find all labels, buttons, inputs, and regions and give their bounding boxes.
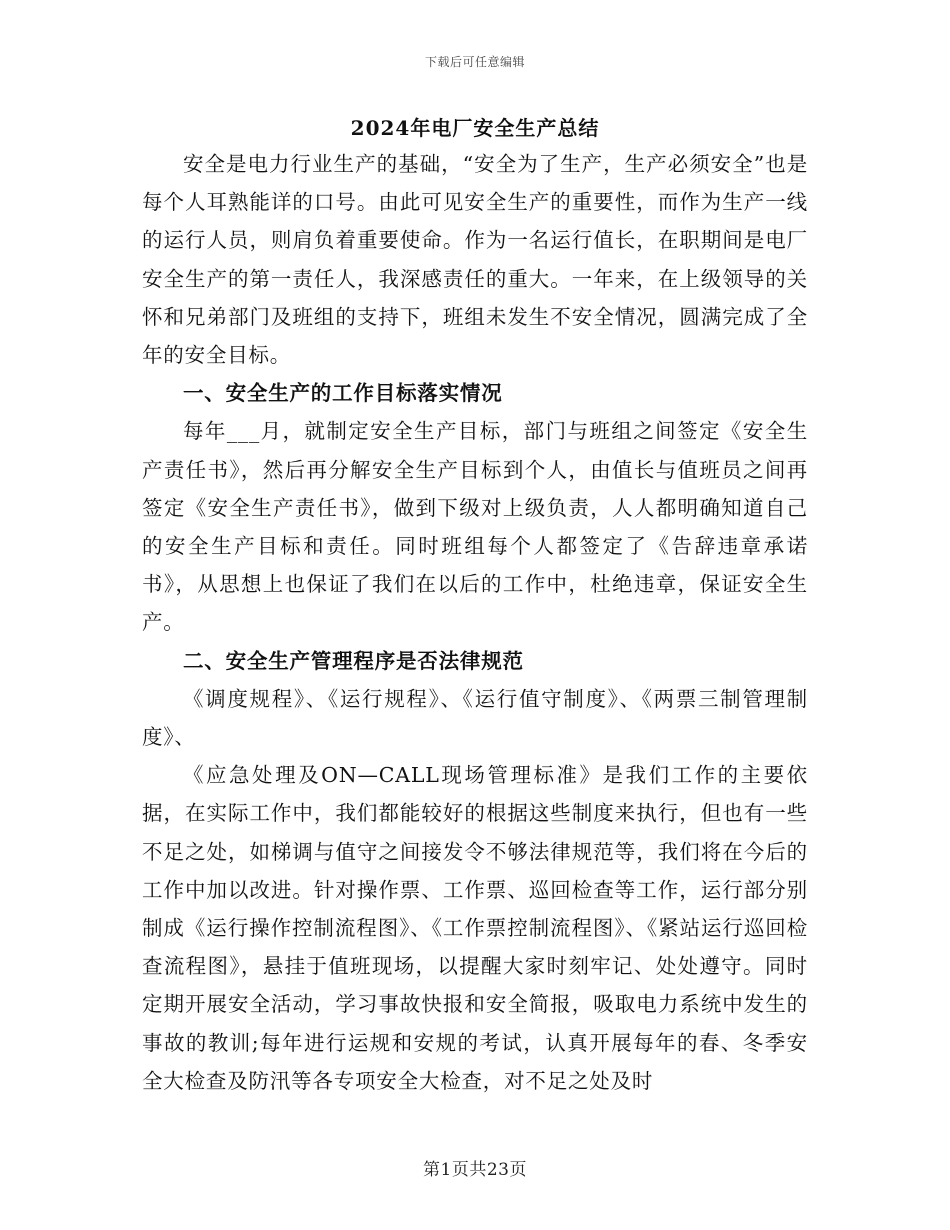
section-2-paragraph-2: 《应急处理及ON—CALL现场管理标准》是我们工作的主要依据，在实际工作中，我们都能较好的根据这些制度来执行，但也有一些不足之处，如梯调与值守之间接发令不够法律规范等，我们将在今后的工作中加以改进。针对操作票、工作票、巡回检查等工作，运行部分别制成《运行操作控制流程图》、《工作票控制流程图》、《紧站运行巡回检查流程图》，悬挂于值班现场，以提醒大家时刻牢记、处处遵守。同时定期开展安全活动，学习事故快报和安全简报，吸取电力系统中发生的事故的教训;每年进行运规和安规的考试，认真开展每年的春、冬季安全大检查及防汛等各专项安全大检查，对不足之处及时 <box>142 763 808 1093</box>
document-title: 2024年电厂安全生产总结 <box>350 116 600 140</box>
section-heading-1: 一、安全生产的工作目标落实情况 <box>183 381 503 406</box>
page-number-footer: 第1页共23页 <box>423 1160 527 1180</box>
section-heading-2: 二、安全生产管理程序是否法律规范 <box>183 648 524 673</box>
section-2-paragraph-1: 《调度规程》、《运行规程》、《运行值守制度》、《两票三制管理制度》、 <box>142 686 808 750</box>
document-body <box>142 145 808 1100</box>
section-1-paragraph: 每年___月，就制定安全生产目标，部门与班组之间签定《安全生产责任书》，然后再分解安全生产目标到个人，由值长与值班员之间再签定《安全生产责任书》，做到下级对上级负责，人人都明确知道自己的安全生产目标和责任。同时班组每个人都签定了《告辞违章承诺书》，从思想上也保证了我们在以后的工作中，杜绝违章，保证安全生产。 <box>142 419 808 635</box>
page-header-note: 下载后可任意编辑 <box>424 55 525 69</box>
intro-paragraph: 安全是电力行业生产的基础，“安全为了生产，生产必须安全”也是每个人耳熟能详的口号。由此可见安全生产的重要性，而作为生产一线的运行人员，则肩负着重要使命。作为一名运行值长，在职期间是电厂安全生产的第一责任人，我深感责任的重大。一年来，在上级领导的关怀和兄弟部门及班组的支持下，班组未发生不安全情况，圆满完成了全年的安全目标。 <box>142 152 808 368</box>
